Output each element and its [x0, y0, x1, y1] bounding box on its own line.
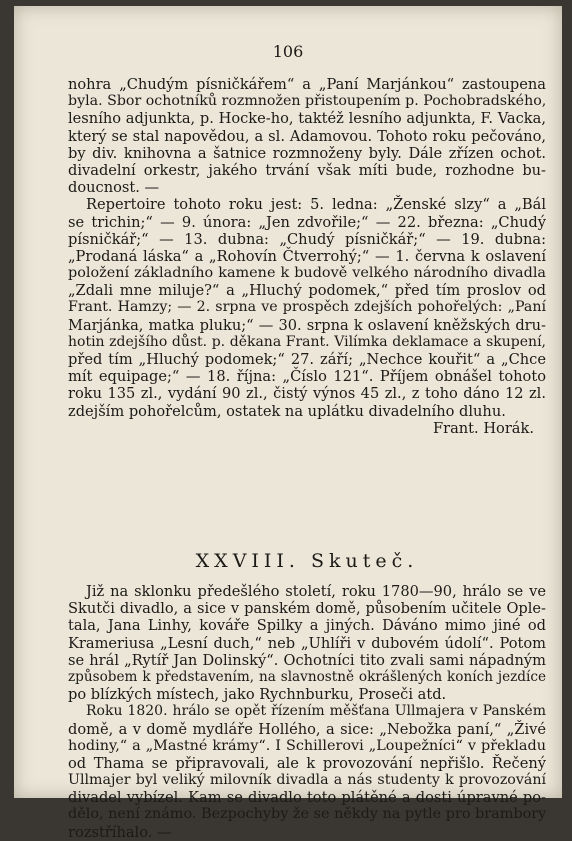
- text-line: Skutči divadlo, a sice v panském domě, působením učitele Ople-: [68, 600, 546, 618]
- text-line: Repertoire tohoto roku jest: 5. ledna: „Ženské slzy“ a „Bál: [86, 196, 546, 214]
- text-line: „Zdali mne miluje?“ a „Hluchý podomek,“ před tím proslov od: [68, 282, 546, 300]
- text-line: od Thama se připravovali, ale k provozování nepřišlo. Řečený: [68, 754, 546, 772]
- text-line: který se stal napovědou, a sl. Adamovou. Tohoto roku pečováno,: [68, 127, 546, 145]
- text-line: rozstříhalo. —: [68, 823, 172, 841]
- text-line: doucnost. —: [68, 179, 160, 197]
- text-line: položení základního kamene k budově velkého národního divadla: [68, 265, 546, 282]
- text-line: Již na sklonku předešlého století, roku 1780—90, hrálo se ve: [86, 583, 546, 600]
- text-line: po blízkých místech, jako Rychnburku, Proseči atd.: [68, 686, 447, 704]
- text-line: Frant. Hamzy; — 2. srpna ve prospěch zdejších pohořelých: „Paní: [68, 299, 546, 316]
- text-line: Roku 1820. hrálo se opět řízením měšťana Ullmajera v Panském: [86, 703, 546, 720]
- book-page: [14, 6, 562, 841]
- text-line: lesního adjunkta, p. Hocke-ho, taktéž lesního adjunkta, F. Vacka,: [68, 110, 546, 128]
- text-line: by div. knihovna a šatnice rozmnoženy byly. Dále zřízen ochot.: [68, 144, 546, 162]
- text-line: roku 135 zl., vydání 90 zl., čistý výnos 45 zl., z toho dáno 12 zl.: [68, 385, 546, 403]
- text-line: se trichin;“ — 9. února: „Jen zdvořile;“ — 22. března: „Chudý: [68, 213, 546, 231]
- text-line: Ullmajer byl veliký milovník divadla a nás studenty k provozování: [68, 772, 546, 789]
- text-line: domě, a v domě mydláře Hollého, a sice: „Nebožka paní,“ „Živé: [68, 720, 546, 738]
- theatre-report-paragraphs: [68, 76, 546, 437]
- text-line: způsobem k představením, na slavnostně okrášlených koních jezdíce: [68, 668, 546, 685]
- text-line: dělo, není známo. Bezpochyby že se někdy na pytle pro brambory: [68, 806, 547, 823]
- text-line: před tím „Hluchý podomek;“ 27. září; „Nechce kouřit“ a „Chce: [68, 351, 546, 368]
- text-line: se hrál „Rytíř Jan Dolinský“. Ochotníci tito zvali sami nápadným: [68, 651, 546, 669]
- text-line: zdejším pohořelcům, ostatek na uplátku divadelního dluhu.: [68, 402, 506, 420]
- text-line: mít equipage;“ — 18. října: „Číslo 121“. Příjem obnášel tohoto: [68, 368, 546, 386]
- section-heading: XXVIII. Skuteč.: [195, 550, 419, 572]
- page-number: 106: [272, 42, 304, 61]
- text-line: tala, Jana Linhy, kováře Spilky a jiných. Dáváno mimo jiné od: [68, 617, 546, 635]
- text-line: divadelní orkestr, jakého trvání však míti bude, rozhodne bu-: [68, 161, 546, 179]
- text-line: nohra „Chudým písničkářem“ a „Paní Marjánkou“ zastoupena: [68, 76, 546, 93]
- text-line: hotin zdejšího důst. p. děkana Frant. Vilímka deklamace a skupení,: [68, 333, 546, 350]
- text-line: „Prodaná láska“ a „Rohovín Čtverrohý;“ — 1. června k oslavení: [68, 247, 546, 265]
- text-line: divadel vybízel. Kam se divadlo toto plátěné a dosti úpravné po-: [68, 789, 546, 807]
- text-line: byla. Sbor ochotníků rozmnožen přistoupením p. Pochobradského,: [68, 93, 547, 110]
- text-line: Krameriusa „Lesní duch,“ neb „Uhlíři v dubovém údolí“. Potom: [68, 634, 546, 652]
- text-line: písničkář;“ — 13. dubna: „Chudý písničkář;“ — 19. dubna:: [68, 230, 546, 248]
- text-line: Marjánka, matka pluku;“ — 30. srpna k oslavení kněžských dru-: [68, 316, 546, 334]
- text-line: hodiny,“ a „Mastné krámy“. I Schillerovi „Loupežníci“ v překladu: [68, 737, 546, 754]
- skutec-history-paragraphs: [68, 583, 546, 841]
- author-signature: Frant. Horák.: [432, 419, 534, 437]
